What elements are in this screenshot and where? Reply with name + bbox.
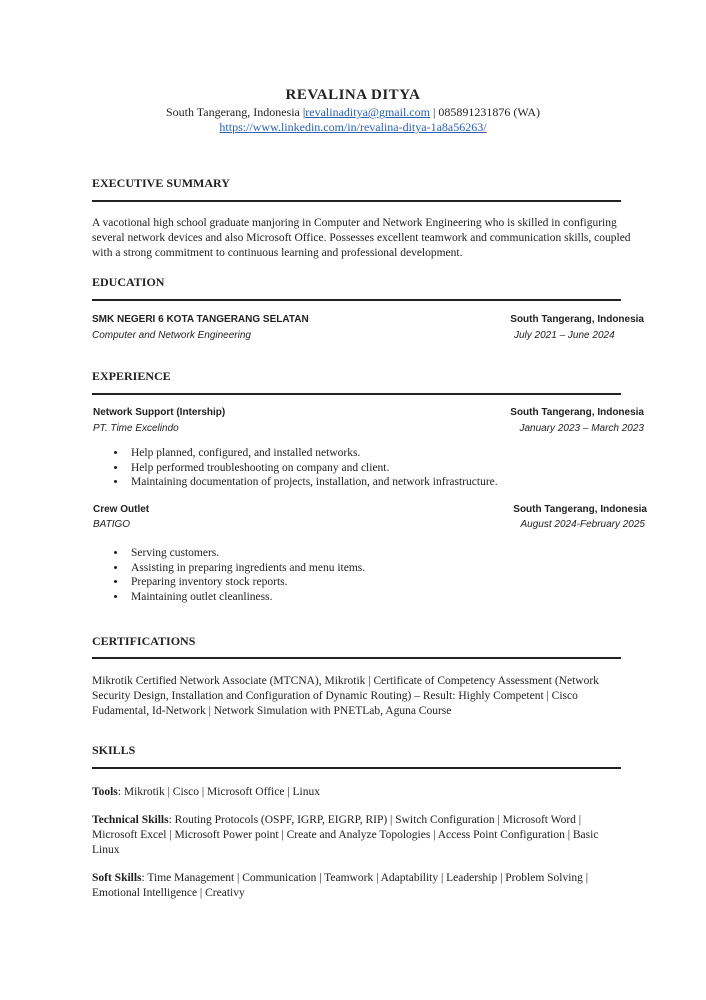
- skills-soft: [92, 871, 592, 901]
- job-bullets: [92, 546, 365, 604]
- list-item: • Assisting in preparing ingredients and menu items.: [127, 561, 365, 576]
- skills-heading: SKILLS: [92, 743, 136, 757]
- list-item: • Help performed troubleshooting on company and client.: [127, 461, 498, 476]
- job-bullets: [92, 446, 498, 490]
- linkedin-link[interactable]: https://www.linkedin.com/in/revalina-ditya-1a8a56263/: [219, 120, 487, 134]
- skills-soft-value: : Time Management | Communication | Teamwork | Adaptability | Leadership | Problem Solving | Emotional Intelligence | Creativy: [92, 872, 589, 899]
- summary-rule: [92, 200, 621, 202]
- experience-rule: [92, 393, 621, 395]
- job-location: South Tangerang, Indonesia: [510, 407, 644, 418]
- skills-technical: [92, 813, 612, 858]
- education-heading: EDUCATION: [92, 275, 165, 289]
- job-title: Network Support (Intership): [93, 407, 226, 418]
- job-company: BATIGO: [93, 519, 131, 530]
- candidate-name: REVALINA DITYA: [285, 87, 421, 103]
- skills-tools: [92, 785, 637, 800]
- education-rule: [92, 299, 621, 301]
- list-item: • Help planned, configured, and installed networks.: [127, 446, 498, 461]
- job-dates: January 2023 – March 2023: [519, 423, 644, 434]
- certifications-text: Mikrotik Certified Network Associate (MTCNA), Mikrotik | Certificate of Competency Assessment (Network Security Design, Installation and Configuration of Dynamic Routing) – Result: Highly Competent | Cisco Fudamental, Id-Network | Network Simulation with PNETLab, Aguna Course: [92, 675, 599, 717]
- location-text: South Tangerang, Indonesia |: [165, 105, 306, 119]
- list-item: • Maintaining outlet cleanliness.: [127, 590, 365, 605]
- job-dates: August 2024-February 2025: [520, 519, 645, 530]
- certifications-heading: CERTIFICATIONS: [92, 634, 196, 648]
- skills-technical-value: : Routing Protocols (OSPF, IGRP, EIGRP, RIP) | Switch Configuration | Microsoft Word | Microsoft Excel | Microsoft Power point | Create and Analyze Topologies | Access Point Configuration | Basic Linux: [92, 814, 599, 856]
- list-item: • Maintaining documentation of projects, installation, and network infrastructure.: [127, 475, 498, 490]
- linkedin-line: [0, 120, 706, 135]
- summary-heading: EXECUTIVE SUMMARY: [92, 176, 230, 190]
- contact-line: [0, 105, 706, 120]
- skills-tools-value: : Mikrotik | Cisco | Microsoft Office | Linux: [117, 786, 320, 798]
- skills-soft-label: Soft Skills: [92, 872, 142, 884]
- contact-block: [0, 105, 706, 135]
- school-major: Computer and Network Engineering: [92, 330, 251, 341]
- job-company: PT. Time Excelindo: [93, 423, 179, 434]
- list-item: • Serving customers.: [127, 546, 365, 561]
- skills-technical-label: Technical Skills: [92, 814, 169, 826]
- school-name: SMK NEGERI 6 KOTA TANGERANG SELATAN: [92, 314, 309, 325]
- skills-rule: [92, 767, 621, 769]
- skills-tools-label: Tools: [92, 786, 118, 798]
- job-title: Crew Outlet: [93, 504, 150, 515]
- phone-text: | 085891231876 (WA): [432, 105, 541, 119]
- school-location: South Tangerang, Indonesia: [510, 314, 644, 325]
- list-item: • Preparing inventory stock reports.: [127, 575, 365, 590]
- school-dates: July 2021 – June 2024: [514, 330, 615, 341]
- email-link[interactable]: revalinaditya@gmail.com: [305, 105, 430, 119]
- job-location: South Tangerang, Indonesia: [513, 504, 647, 515]
- certifications-rule: [92, 657, 621, 659]
- summary-text: A vacotional high school graduate manjoring in Computer and Network Engineering who is skilled in configuring several network devices and also Microsoft Office. Possesses excellent teamwork and communication skills, coupled with a strong commitment to continuous learning and professional development.: [92, 217, 631, 259]
- experience-heading: EXPERIENCE: [92, 369, 171, 383]
